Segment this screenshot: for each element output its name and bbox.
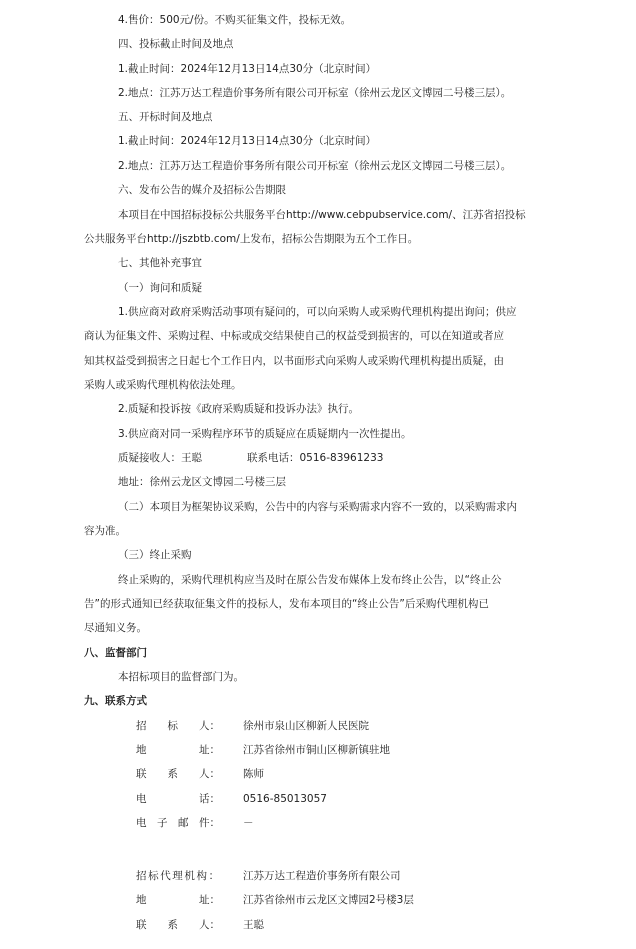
subsection-1-heading: （一）询问和质疑 — [118, 282, 202, 294]
contact-value: － — [243, 817, 254, 829]
opening-location: 2.地点：江苏万达工程造价事务所有限公司开标室（徐州云龙区文博园二号楼三层）。 — [118, 160, 512, 172]
contact-key: 联 系 人： — [136, 919, 220, 931]
contact-value: 王聪 — [243, 919, 264, 931]
contact-key: 电 子 邮 件： — [136, 817, 220, 829]
inquiry-text-3: 知其权益受到损害之日起七个工作日内，以书面形式向采购人或采购代理机构提出质疑，由 — [84, 355, 504, 367]
deadline-location: 2.地点：江苏万达工程造价事务所有限公司开标室（徐州云龙区文博园二号楼三层）。 — [118, 87, 512, 99]
query-receiver: 质疑接收人：王聪 — [118, 452, 202, 464]
contact-value: 江苏省徐州市铜山区柳新镇驻地 — [243, 744, 390, 756]
termination-text-2: 告”的形式通知已经获取征集文件的投标人，发布本项目的“终止公告”后采购代理机构已 — [84, 598, 489, 610]
termination-text-3: 尽通知义务。 — [84, 622, 147, 634]
contact-value: 江苏万达工程造价事务所有限公司 — [243, 870, 401, 882]
contact-value: 陈师 — [243, 768, 264, 780]
contact-key: 电 话： — [136, 793, 220, 805]
contact-key: 地 址： — [136, 894, 220, 906]
framework-text-2: 容为准。 — [84, 525, 126, 537]
section-6-heading: 六、发布公告的媒介及招标公告期限 — [118, 184, 286, 196]
item-price: 4.售价：500元/份。不购买征集文件，投标无效。 — [118, 14, 352, 26]
section-8-heading: 八、监督部门 — [84, 647, 147, 659]
publication-text-1: 本项目在中国招标投标公共服务平台http://www.cebpubservice.com/、江苏省招投标 — [118, 209, 526, 221]
opening-time: 1.截止时间：2024年12月13日14点30分（北京时间） — [118, 135, 377, 147]
one-time-rule: 3.供应商对同一采购程序环节的质疑应在质疑期内一次性提出。 — [118, 428, 412, 440]
contact-key: 招 标 人： — [136, 720, 220, 732]
contact-value: 徐州市泉山区柳新人民医院 — [243, 720, 369, 732]
query-phone: 联系电话：0516-83961233 — [247, 452, 384, 464]
section-5-heading: 五、开标时间及地点 — [118, 111, 213, 123]
supervision-text: 本招标项目的监督部门为。 — [118, 671, 244, 683]
complaint-rule: 2.质疑和投诉按《政府采购质疑和投诉办法》执行。 — [118, 403, 360, 415]
contact-value: 0516-85013057 — [243, 793, 327, 805]
contact-key: 联 系 人： — [136, 768, 220, 780]
subsection-3-heading: （三）终止采购 — [118, 549, 192, 561]
inquiry-text-1: 1.供应商对政府采购活动事项有疑问的，可以向采购人或采购代理机构提出询问；供应 — [118, 306, 517, 318]
inquiry-text-4: 采购人或采购代理机构依法处理。 — [84, 379, 242, 391]
framework-text-1: （二）本项目为框架协议采购，公告中的内容与采购需求内容不一致的，以采购需求内 — [118, 501, 517, 513]
publication-text-2: 公共服务平台http://jszbtb.com/上发布，招标公告期限为五个工作日。 — [84, 233, 419, 245]
section-9-heading: 九、联系方式 — [84, 695, 147, 707]
termination-text-1: 终止采购的，采购代理机构应当及时在原公告发布媒体上发布终止公告，以“终止公 — [118, 574, 502, 586]
contact-key: 地 址： — [136, 744, 220, 756]
contact-key: 招标代理机构： — [136, 870, 221, 882]
section-7-heading: 七、其他补充事宜 — [118, 257, 202, 269]
section-4-heading: 四、投标截止时间及地点 — [118, 38, 234, 50]
query-address: 地址：徐州云龙区文博园二号楼三层 — [118, 476, 286, 488]
deadline-time: 1.截止时间：2024年12月13日14点30分（北京时间） — [118, 63, 377, 75]
inquiry-text-2: 商认为征集文件、采购过程、中标或成交结果使自己的权益受到损害的，可以在知道或者应 — [84, 330, 504, 342]
contact-value: 江苏省徐州市云龙区文博园2号楼3层 — [243, 894, 414, 906]
